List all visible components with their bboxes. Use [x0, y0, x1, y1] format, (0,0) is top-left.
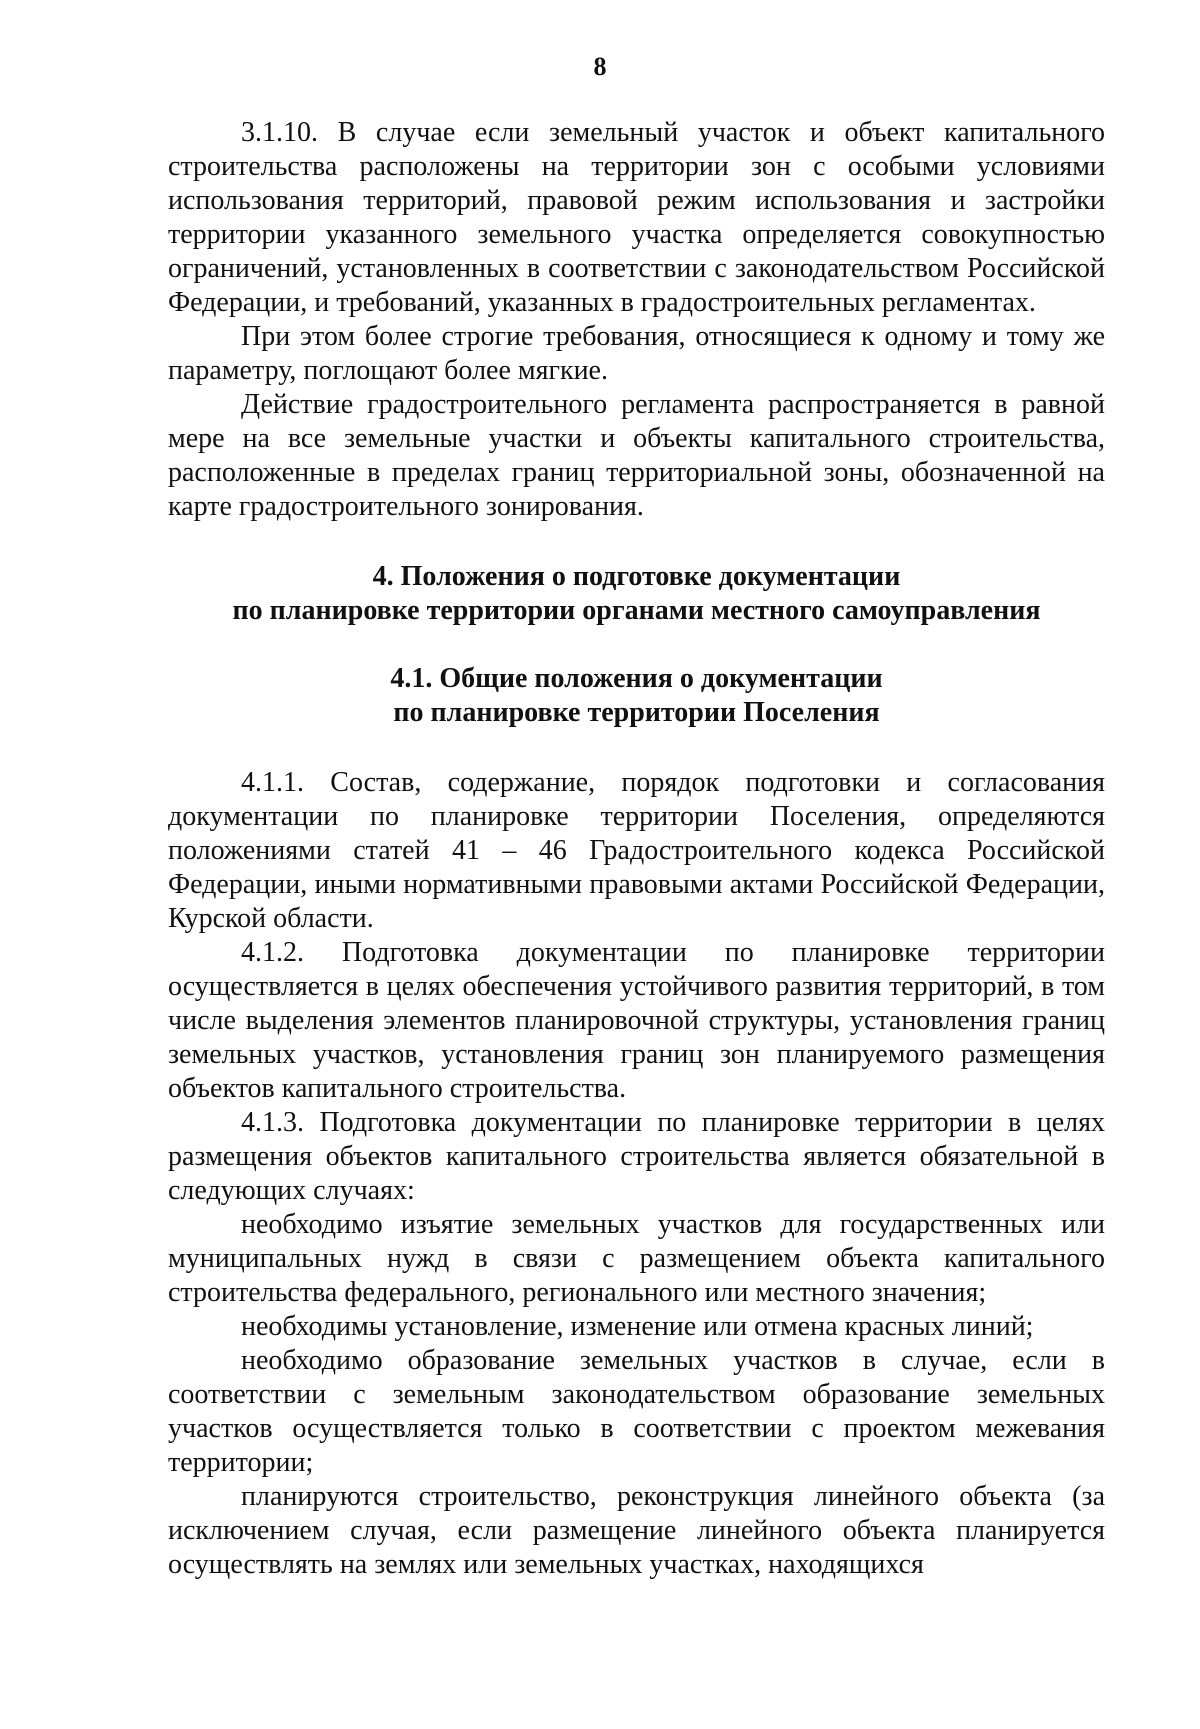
section-4-1-title-line-2: по планировке территории Поселения [393, 697, 880, 728]
section-4-1-title-line-1: 4.1. Общие положения о документации [390, 663, 883, 694]
paragraph-4-1-2: 4.1.2. Подготовка документации по планировке территории осуществляется в целях обеспечения устойчивого развития территорий, в том числе выделения элементов планировочной структуры, установления границ земельных участков, установления границ зон планируемого размещения объектов капитального строительства. [168, 937, 1105, 1104]
paragraph-4-1-1: 4.1.1. Состав, содержание, порядок подготовки и согласования документации по планировке территории Поселения, определяются положениями статей 41 – 46 Градостроительного кодекса Российской Федерации, иными нормативными правовыми актами Российской Федерации, Курской области. [168, 767, 1105, 934]
paragraph-3-1-10: 3.1.10. В случае если земельный участок и объект капитального строительства расположены на территории зон с особыми условиями использования территорий, правовой режим использования и застройки территории указанного земельного участка определяется совокупностью ограничений, установленных в соответствии с законодательством Российской Федерации, и требований, указанных в градостроительных регламентах. [168, 117, 1105, 318]
section-4-1-body [168, 766, 1105, 1582]
paragraph-strict-requirements: При этом более строгие требования, относящиеся к одному и тому же параметру, поглощают более мягкие. [168, 321, 1105, 386]
list-item-red-lines: необходимы установление, изменение или отмена красных линий; [241, 1311, 1034, 1342]
list-item-land-formation: необходимо образование земельных участков в случае, если в соответствии с земельным законодательством образование земельных участков осуществляется только в соответствии с проектом межевания территории; [168, 1345, 1105, 1478]
section-4-heading [168, 560, 1105, 628]
paragraph-4-1-3: 4.1.3. Подготовка документации по планировке территории в целях размещения объектов капитального строительства является обязательной в следующих случаях: [168, 1107, 1105, 1206]
section-4-1-heading [168, 662, 1105, 730]
document-body [168, 116, 1105, 1582]
section-4-title-line-2: по планировке территории органами местного самоуправления [232, 595, 1041, 626]
page-number: 8 [593, 52, 607, 81]
list-item-linear-object: планируются строительство, реконструкция линейного объекта (за исключением случая, если размещение линейного объекта планируется осуществлять на землях или земельных участках, находящихся [168, 1481, 1105, 1580]
paragraph-regulation-scope: Действие градостроительного регламента распространяется в равной мере на все земельные участки и объекты капитального строительства, расположенные в пределах границ территориальной зоны, обозначенной на карте градостроительного зонирования. [168, 389, 1105, 522]
list-item-land-seizure: необходимо изъятие земельных участков для государственных или муниципальных нужд в связи с размещением объекта капитального строительства федерального, регионального или местного значения; [168, 1209, 1105, 1308]
section-4-title-line-1: 4. Положения о подготовке документации [372, 561, 901, 592]
